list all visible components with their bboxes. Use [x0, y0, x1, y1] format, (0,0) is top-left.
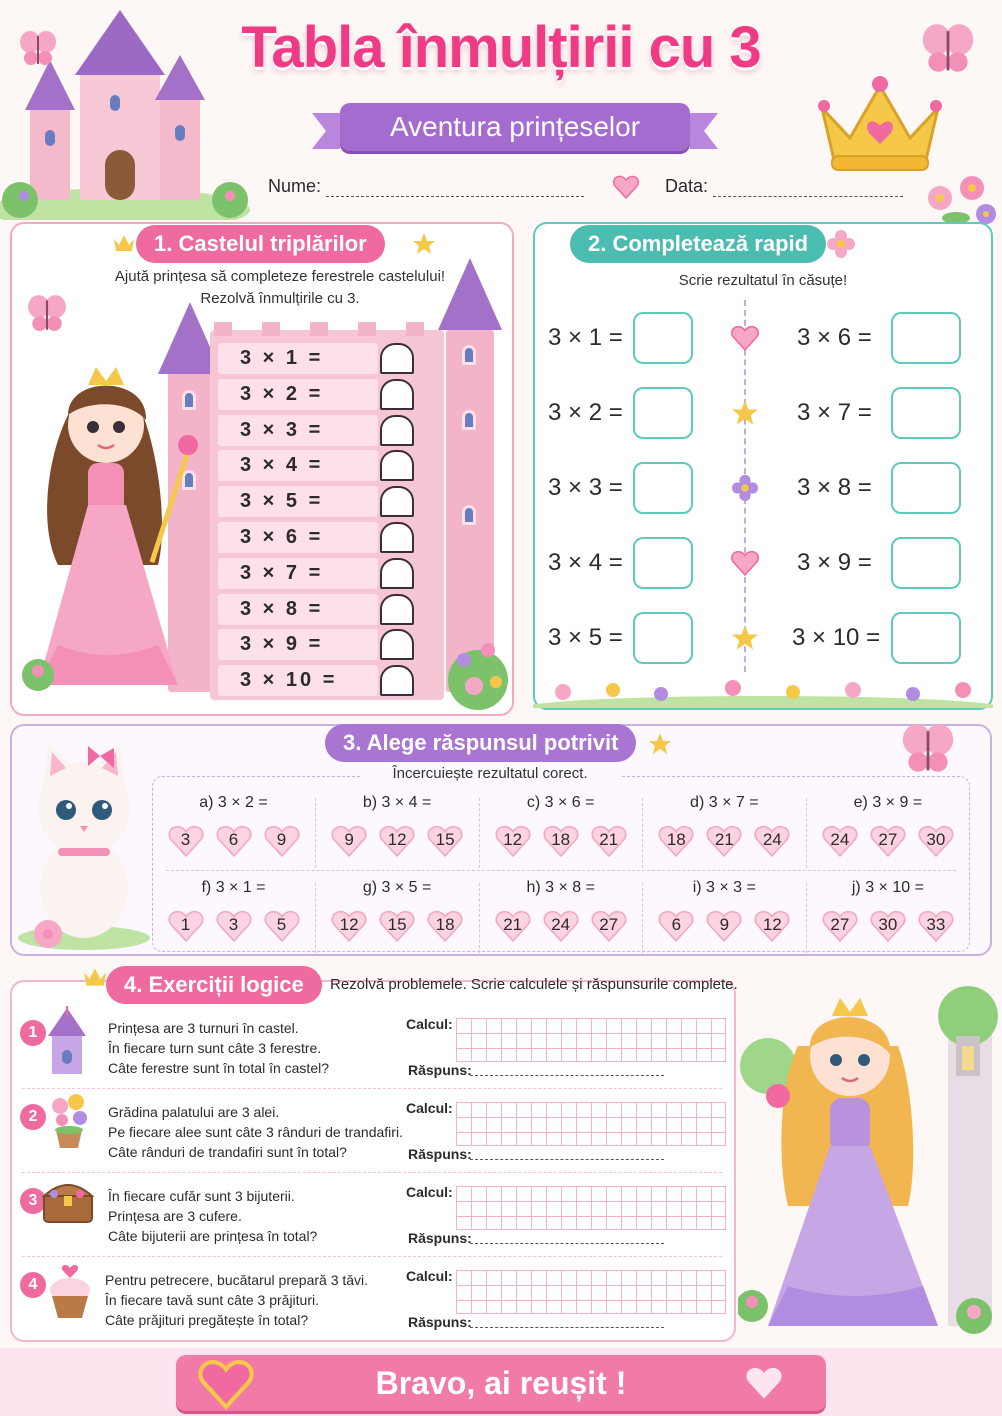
star-icon	[730, 399, 760, 434]
choice-item	[152, 879, 315, 945]
subtitle-ribbon: Aventura prințeselor	[340, 103, 690, 151]
crown-icon	[82, 966, 108, 988]
choice-item	[316, 794, 479, 860]
flower-icon	[730, 474, 760, 509]
castle-equation: 3 × 2 =	[218, 379, 378, 410]
choice-label: h) 3 × 8 =	[526, 879, 595, 896]
heart-option[interactable]	[917, 822, 955, 860]
name-line	[326, 181, 584, 197]
castle-window-answer[interactable]	[380, 594, 414, 625]
option-value: 18	[551, 830, 571, 849]
problem-separator	[22, 1088, 722, 1089]
castle-window-answer[interactable]	[380, 665, 414, 696]
castle-equation: 3 × 1 =	[218, 343, 378, 374]
heart-option[interactable]	[426, 822, 464, 860]
castle-right-roof	[438, 258, 502, 330]
option-value: 12	[387, 830, 407, 849]
option-value: 24	[551, 915, 571, 934]
quick-equation: 3 × 10 =	[792, 624, 881, 651]
heart-option[interactable]	[869, 907, 907, 945]
heart-option[interactable]	[263, 907, 301, 945]
choice-options	[643, 907, 806, 945]
choice-options	[479, 822, 642, 860]
castle-window-answer[interactable]	[380, 558, 414, 589]
castle-equation: 3 × 4 =	[218, 450, 378, 481]
calc-label: Calcul:	[406, 1184, 453, 1200]
answer-box[interactable]	[891, 387, 961, 439]
cupcake-icon	[46, 1258, 94, 1325]
choice-options	[152, 907, 315, 945]
problem-text: Câte rânduri de trandafiri sunt în total?	[108, 1144, 347, 1160]
option-value: 3	[180, 830, 191, 849]
answer-label: Răspuns:	[408, 1146, 472, 1162]
problem-text: Pe fiecare alee sunt câte 3 rânduri de trandafiri.	[108, 1124, 403, 1140]
answer-box[interactable]	[891, 462, 961, 514]
calc-grid[interactable]	[456, 1018, 726, 1062]
answer-box[interactable]	[633, 312, 693, 364]
quick-equation: 3 × 3 =	[548, 474, 623, 501]
calc-label: Calcul:	[406, 1100, 453, 1116]
castle-equation: 3 × 9 =	[218, 629, 378, 660]
problem-text: Grădina palatului are 3 alei.	[108, 1104, 280, 1120]
choice-label: e) 3 × 9 =	[853, 794, 923, 811]
heart-option[interactable]	[167, 907, 205, 945]
flowers-decoration	[444, 600, 510, 710]
heart-option[interactable]	[753, 822, 791, 860]
section3-instruction: Încercuiește rezultatul corect.	[360, 765, 620, 782]
problem-separator	[22, 1172, 722, 1173]
kitten-illustration	[14, 738, 150, 950]
heart-icon	[730, 324, 760, 359]
butterfly-icon	[900, 720, 956, 776]
option-value: 27	[878, 830, 898, 849]
problem-text: Câte ferestre sunt în total în castel?	[108, 1060, 330, 1076]
calc-label: Calcul:	[406, 1268, 453, 1284]
choice-label: a) 3 × 2 =	[199, 794, 268, 811]
option-value: 5	[276, 915, 287, 934]
heart-option[interactable]	[330, 822, 368, 860]
quick-equation: 3 × 4 =	[548, 549, 623, 576]
answer-box[interactable]	[891, 312, 961, 364]
heart-option[interactable]	[821, 907, 859, 945]
castle-window	[462, 505, 476, 525]
problem-text: În fiecare cufăr sunt 3 bijuterii.	[108, 1188, 295, 1204]
princess-pink-illustration	[18, 345, 208, 710]
choice-label: g) 3 × 5 =	[362, 879, 432, 896]
heart-option[interactable]	[330, 907, 368, 945]
answer-box[interactable]	[891, 537, 961, 589]
crown-icon	[112, 233, 136, 253]
option-value: 1	[180, 915, 191, 934]
problem-text: În fiecare turn sunt câte 3 ferestre.	[108, 1040, 322, 1056]
heart-option[interactable]	[753, 907, 791, 945]
option-value: 30	[926, 830, 946, 849]
castle-window-answer[interactable]	[380, 415, 414, 446]
answer-box[interactable]	[633, 537, 693, 589]
calc-grid[interactable]	[456, 1102, 726, 1146]
problem-number-badge: 2	[20, 1104, 46, 1130]
quick-equation: 3 × 5 =	[548, 624, 623, 651]
crown-icon	[812, 68, 948, 178]
problem-text: Prințesa are 3 turnuri în castel.	[108, 1020, 299, 1036]
castle-equation: 3 × 8 =	[218, 594, 378, 625]
castle-equation: 3 × 10 =	[218, 665, 378, 696]
choice-item	[316, 879, 479, 945]
castle-equation: 3 × 3 =	[218, 415, 378, 446]
choice-label: d) 3 × 7 =	[690, 794, 759, 811]
answer-box[interactable]	[633, 462, 693, 514]
heart-option[interactable]	[378, 907, 416, 945]
answer-line[interactable]	[470, 1230, 664, 1244]
option-value: 21	[714, 830, 734, 849]
option-value: 18	[666, 830, 686, 849]
choice-label: j) 3 × 10 =	[851, 879, 924, 896]
castle-window-answer[interactable]	[380, 343, 414, 374]
heart-icon	[730, 549, 760, 584]
quick-equation: 3 × 6 =	[797, 324, 872, 351]
star-icon	[730, 624, 760, 659]
castle-equation: 3 × 7 =	[218, 558, 378, 589]
castle-window	[462, 410, 476, 430]
heart-option[interactable]	[215, 822, 253, 860]
answer-label: Răspuns:	[408, 1230, 472, 1246]
answer-label: Răspuns:	[408, 1062, 472, 1078]
option-value: 12	[503, 830, 523, 849]
choice-options	[643, 822, 806, 860]
section2-instruction: Scrie rezultatul în căsuțe!	[678, 272, 848, 289]
option-value: 30	[878, 915, 898, 934]
heart-option[interactable]	[917, 907, 955, 945]
choice-label: b) 3 × 4 =	[362, 794, 432, 811]
flower-icon	[826, 229, 856, 259]
answer-label: Răspuns:	[408, 1314, 472, 1330]
quick-equation: 3 × 1 =	[548, 324, 623, 351]
heart-option[interactable]	[590, 907, 628, 945]
section4-title: 4. Exerciții logice	[106, 966, 322, 1004]
quick-equation: 3 × 9 =	[797, 549, 872, 576]
section1-title: 1. Castelul triplărilor	[136, 225, 385, 263]
section1-instruction-2: Rezolvă înmulțirile cu 3.	[200, 290, 360, 307]
tower-icon	[46, 1006, 88, 1081]
option-value: 12	[339, 915, 359, 934]
flowers-decoration	[920, 168, 1002, 228]
problem-text: Prințesa are 3 cufere.	[108, 1208, 242, 1224]
calc-grid[interactable]	[456, 1186, 726, 1230]
option-value: 15	[387, 915, 407, 934]
answer-box[interactable]	[633, 612, 693, 664]
heart-option[interactable]	[542, 907, 580, 945]
choice-options	[316, 907, 479, 945]
castle-equation: 3 × 5 =	[218, 486, 378, 517]
choice-label: c) 3 × 6 =	[526, 794, 595, 811]
choice-options	[316, 822, 479, 860]
option-value: 9	[276, 830, 287, 849]
option-value: 18	[435, 915, 455, 934]
problem-text: Câte prăjituri pregătește în total?	[105, 1312, 309, 1328]
option-value: 15	[435, 830, 455, 849]
problem-number-badge: 3	[20, 1188, 46, 1214]
heart-option[interactable]	[705, 907, 743, 945]
heart-option[interactable]	[590, 822, 628, 860]
heart-icon	[744, 1364, 784, 1402]
heart-option[interactable]	[705, 822, 743, 860]
name-field[interactable]	[268, 176, 584, 197]
problem-text: Câte bijuterii are prințesa în total?	[108, 1228, 318, 1244]
castle-window-answer[interactable]	[380, 629, 414, 660]
option-value: 3	[228, 915, 239, 934]
option-value: 9	[344, 830, 354, 849]
heart-option[interactable]	[263, 822, 301, 860]
answer-line[interactable]	[470, 1146, 664, 1160]
option-value: 24	[762, 830, 782, 849]
flower-pot-icon	[46, 1090, 92, 1155]
option-value: 27	[599, 915, 619, 934]
heart-option[interactable]	[869, 822, 907, 860]
heart-option[interactable]	[494, 907, 532, 945]
butterfly-icon	[24, 292, 70, 334]
choice-item	[643, 879, 806, 945]
problem-text: Pentru petrecere, bucătarul prepară 3 tăvi.	[105, 1272, 369, 1288]
castle-window-answer[interactable]	[380, 522, 414, 553]
quick-equation: 3 × 2 =	[548, 399, 623, 426]
answer-line[interactable]	[470, 1314, 664, 1328]
heart-icon	[196, 1357, 256, 1411]
choice-options	[806, 822, 969, 860]
option-value: 24	[830, 830, 850, 849]
choice-item	[643, 794, 806, 860]
princess-purple-illustration	[738, 976, 1002, 1348]
star-icon	[412, 232, 436, 256]
castle-window	[462, 345, 476, 365]
section1-instruction-1: Ajută prințesa să completeze ferestrele castelului!	[114, 268, 446, 285]
option-value: 21	[599, 830, 619, 849]
problem-number-badge: 1	[20, 1020, 46, 1046]
calc-label: Calcul:	[406, 1016, 453, 1032]
calc-grid[interactable]	[456, 1270, 726, 1314]
date-label: Data:	[665, 176, 709, 196]
castle-equation: 3 × 6 =	[218, 522, 378, 553]
section3-title: 3. Alege răspunsul potrivit	[325, 724, 636, 762]
treasure-chest-icon	[40, 1174, 96, 1229]
choice-options	[479, 907, 642, 945]
section2-title: 2. Completează rapid	[570, 225, 826, 263]
castle-battlement	[358, 322, 376, 336]
star-icon	[648, 732, 672, 756]
choice-item	[152, 794, 315, 860]
heart-option[interactable]	[821, 822, 859, 860]
problem-text: În fiecare tavă sunt câte 3 prăjituri.	[105, 1292, 319, 1308]
castle-battlement	[214, 322, 232, 336]
choice-item	[806, 794, 969, 860]
footer-text: Bravo, ai reușit !	[375, 1365, 627, 1401]
heart-option[interactable]	[657, 822, 695, 860]
name-label: Nume:	[268, 176, 322, 196]
problem-separator	[22, 1256, 722, 1257]
quick-equation: 3 × 7 =	[797, 399, 872, 426]
castle-window-answer[interactable]	[380, 450, 414, 481]
castle-window-answer[interactable]	[380, 486, 414, 517]
choice-label: i) 3 × 3 =	[692, 879, 756, 896]
row-separator	[166, 870, 956, 871]
choice-options	[806, 907, 969, 945]
choice-item	[806, 879, 969, 945]
date-field[interactable]	[665, 176, 903, 197]
answer-box[interactable]	[891, 612, 961, 664]
heart-option[interactable]	[494, 822, 532, 860]
option-value: 33	[926, 915, 946, 934]
option-value: 27	[830, 915, 850, 934]
date-line	[713, 181, 903, 197]
castle-battlement	[406, 322, 424, 336]
option-value: 6	[228, 830, 239, 849]
flowers-decoration	[533, 664, 993, 708]
answer-box[interactable]	[633, 387, 693, 439]
heart-option[interactable]	[167, 822, 205, 860]
choice-item	[479, 879, 642, 945]
section4-instruction: Rezolvă problemele. Scrie calculele și răspunsurile complete.	[330, 976, 738, 993]
heart-option[interactable]	[542, 822, 580, 860]
heart-icon	[612, 174, 640, 200]
castle-battlement	[262, 322, 280, 336]
castle-window-answer[interactable]	[380, 379, 414, 410]
answer-line[interactable]	[470, 1062, 664, 1076]
problem-number-badge: 4	[20, 1272, 46, 1298]
castle-battlement	[310, 322, 328, 336]
choice-options	[152, 822, 315, 860]
option-value: 21	[503, 915, 523, 934]
quick-equation: 3 × 8 =	[797, 474, 872, 501]
choice-item	[479, 794, 642, 860]
option-value: 12	[762, 915, 782, 934]
heart-option[interactable]	[657, 907, 695, 945]
heart-option[interactable]	[378, 822, 416, 860]
heart-option[interactable]	[426, 907, 464, 945]
page-title: Tabla înmulțirii cu 3	[241, 15, 761, 80]
option-value: 9	[719, 915, 730, 934]
option-value: 6	[671, 915, 682, 934]
heart-option[interactable]	[215, 907, 253, 945]
choice-label: f) 3 × 1 =	[201, 879, 266, 896]
